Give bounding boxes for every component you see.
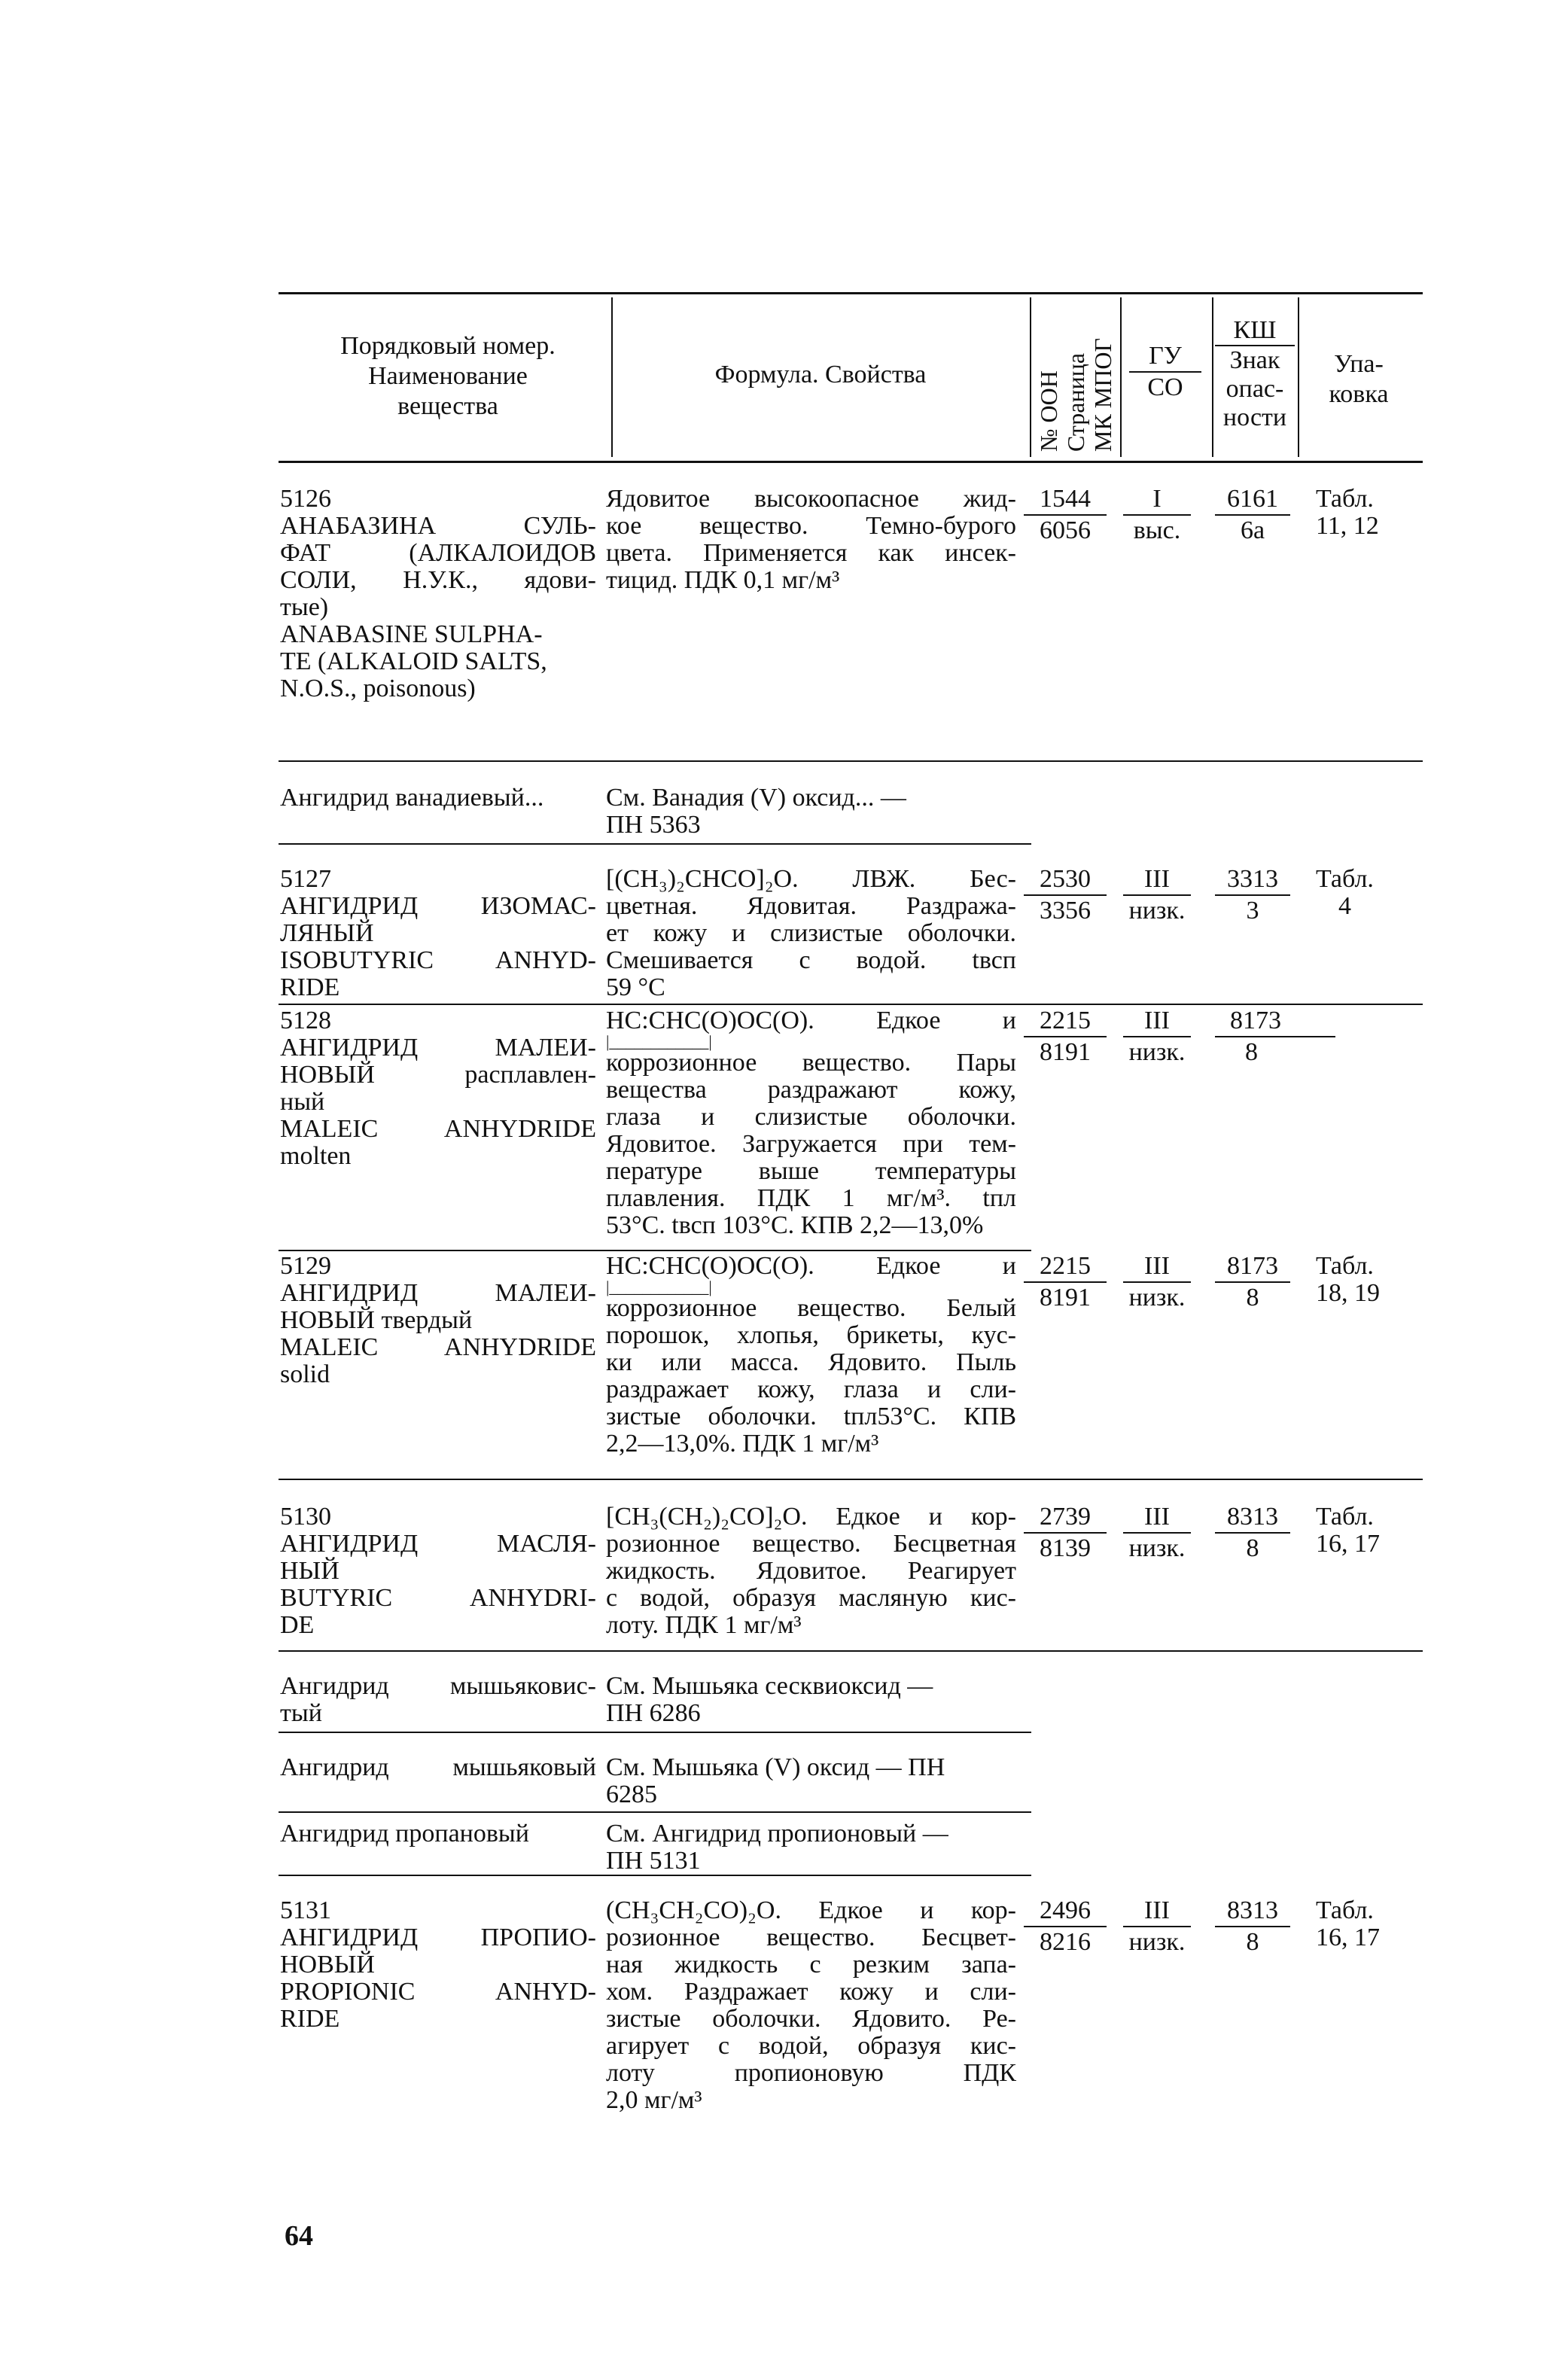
entry-formula-line: 59 °C [606, 973, 665, 1001]
entry-name-line: 5131 [280, 1896, 331, 1924]
entry-formula-line: розионное вещество. Бесцветная [606, 1530, 1016, 1558]
entry-name-line: TE (ALKALOID SALTS, [280, 647, 547, 675]
ksh-value: 6161 [1215, 486, 1290, 516]
entry-formula-line: зистые оболочки. tпл53°С. КПВ [606, 1403, 1016, 1430]
entry-formula [606, 784, 1016, 839]
entry-name [280, 1007, 596, 1170]
entry-name-line: АНГИДРИД МАЛЕИ- [280, 1279, 596, 1307]
entry-name-line: ISOBUTYRIC ANHYD- [280, 946, 596, 974]
gu-value: III [1123, 1503, 1191, 1534]
entry-name-line: RIDE [280, 2005, 340, 2033]
row-rule [279, 1479, 1423, 1480]
un-number: 2739 [1024, 1503, 1107, 1534]
header-divider [1298, 297, 1299, 457]
entry-formula-line: кое вещество. Темно-бурого [606, 512, 1016, 540]
mk-page: 3356 [1040, 897, 1091, 925]
packaging-line: 4 [1338, 892, 1351, 920]
entry-formula-line: (CH₃CH₂CO)₂O. Едкое и кор- [606, 1896, 1016, 1924]
entry-name-line: ФАТ (АЛКАЛОИДОВ [280, 539, 596, 567]
entry-formula-line: розионное вещество. Бесцвет- [606, 1924, 1016, 1951]
entry-name-line: тый [280, 1699, 322, 1727]
packaging-line: Табл. [1316, 1252, 1374, 1280]
entry-name-line: 5130 [280, 1503, 331, 1531]
header-pack [1302, 349, 1415, 410]
entry-name-line: АНГИДРИД ПРОПИО- [280, 1924, 596, 1951]
header-name-line: Наименование [368, 362, 528, 390]
entry-formula-line: лоту пропионовую ПДК [606, 2059, 1016, 2087]
packaging-line: Табл. [1316, 865, 1374, 893]
entry-formula-line: См. Ванадия (V) оксид... — [606, 784, 906, 812]
header-ksh-line: ности [1222, 404, 1287, 431]
header-pack-line: Упа- [1334, 350, 1384, 378]
entry-formula-line: HC:CHC(O)OC(O). Едкое и [606, 1252, 1016, 1280]
entry-name-line: 5127 [280, 865, 331, 893]
entry-name-line: АНГИДРИД МАЛЕИ- [280, 1034, 596, 1062]
entry-name-line: НЫЙ [280, 1557, 339, 1585]
ksh-value: 8173 [1215, 1253, 1290, 1283]
entry-name-line: Ангидрид ванадиевый... [280, 784, 544, 812]
co-value: низк. [1128, 1928, 1186, 1956]
header-name-line: Порядковый номер. [340, 332, 556, 360]
entry-name-line: MALEIC ANHYDRIDE [280, 1333, 596, 1361]
entry-formula [606, 1503, 1016, 1639]
entry-formula-line: с водой, образуя масляную кис- [606, 1584, 1016, 1612]
ksh-fraction [1215, 1253, 1290, 1311]
row-rule [279, 1811, 1031, 1813]
header-page-line: МК МПОГ [1089, 338, 1116, 452]
entry-formula-line: тицид. ПДК 0,1 мг/м³ [606, 566, 840, 594]
entry-formula-line: |____________| [606, 1278, 712, 1296]
gu-co-fraction [1123, 486, 1191, 544]
gu-co-fraction [1123, 1503, 1191, 1562]
header-page-line: Страница [1062, 352, 1089, 452]
entry-name-line: Ангидрид мышьяковый [280, 1753, 596, 1781]
header-formula: Формула. Свойства [714, 361, 927, 388]
packaging-line: Табл. [1316, 1896, 1374, 1924]
header-ksh-line: Знак [1229, 346, 1280, 374]
entry-formula-line: ная жидкость с резким запа- [606, 1951, 1016, 1979]
entry-formula-line: хом. Раздражает кожу и сли- [606, 1978, 1016, 2006]
entry-name [280, 1820, 596, 1848]
entry-formula-line: цвета. Применяется как инсек- [606, 539, 1016, 567]
entry-formula-line: ПН 6286 [606, 1699, 701, 1727]
entry-name [280, 866, 596, 1001]
co-value: низк. [1128, 897, 1186, 925]
header-divider [1030, 297, 1031, 457]
packaging [1316, 1503, 1380, 1558]
entry-formula-line: 53°С. tвсп 103°С. КПВ 2,2—13,0% [606, 1211, 984, 1239]
entry-formula-line: Ядовитое. Загружается при тем- [606, 1130, 1016, 1158]
entry-name-line: ЛЯНЫЙ [280, 919, 374, 947]
entry-formula-line: цветная. Ядовитая. Раздража- [606, 892, 1016, 920]
hazard-sign: 3 [1246, 897, 1259, 925]
row-rule [279, 843, 1031, 845]
hazard-sign: 8 [1245, 1038, 1258, 1066]
entry-name [280, 784, 596, 812]
packaging-line: 18, 19 [1316, 1279, 1380, 1307]
entry-formula-line: 6285 [606, 1781, 657, 1808]
mk-page: 8139 [1040, 1534, 1091, 1562]
entry-formula-line: раздражает кожу, глаза и сли- [606, 1375, 1016, 1403]
entry-formula-line: См. Мышьяка сесквиоксид — [606, 1672, 933, 1700]
gu-co-fraction [1123, 1253, 1191, 1311]
ksh-value: 3313 [1215, 866, 1290, 896]
entry-formula [606, 486, 1016, 594]
page-number: 64 [285, 2220, 313, 2252]
entry-formula-line: HC:CHC(O)OC(O). Едкое и [606, 1007, 1016, 1034]
un-page-fraction [1024, 486, 1107, 544]
row-rule [279, 1250, 1031, 1251]
entry-name-line: N.O.S., poisonous) [280, 675, 476, 702]
header-divider [1120, 297, 1122, 457]
un-number: 1544 [1024, 486, 1107, 516]
packaging [1316, 866, 1374, 920]
entry-name-line: тые) [280, 593, 329, 621]
co-value: низк. [1128, 1038, 1186, 1066]
un-number: 2530 [1024, 866, 1107, 896]
un-number: 2496 [1024, 1897, 1107, 1927]
entry-formula-line: вещества раздражают кожу, [606, 1076, 1016, 1104]
entry-name-line: НОВЫЙ расплавлен- [280, 1061, 596, 1089]
entry-formula-line: Смешивается с водой. tвсп [606, 946, 1016, 974]
header-ksh-top: КШ [1215, 316, 1295, 346]
entry-formula-line: жидкость. Ядовитое. Реагирует [606, 1557, 1016, 1585]
entry-name-line: 5129 [280, 1252, 331, 1280]
gu-value: III [1123, 866, 1191, 896]
entry-formula-line: лоту. ПДК 1 мг/м³ [606, 1611, 802, 1639]
row-rule [279, 1732, 1031, 1733]
entry-name-line: DE [280, 1611, 315, 1639]
entry-formula-line: агирует с водой, образуя кис- [606, 2032, 1016, 2060]
entry-formula [606, 1007, 1016, 1239]
entry-name-line: АНГИДРИД ИЗОМАС- [280, 892, 596, 920]
header-name [286, 331, 610, 422]
entry-name [280, 486, 596, 702]
packaging-line: 11, 12 [1316, 512, 1379, 540]
entry-formula-line: |____________| [606, 1032, 712, 1051]
packaging [1316, 1253, 1380, 1307]
un-number: 2215 [1024, 1253, 1107, 1283]
entry-formula-line: [CH₃(CH₂)₂CO]₂O. Едкое и кор- [606, 1503, 1016, 1531]
entry-formula [606, 1754, 1016, 1808]
entry-formula-line: ки или масса. Ядовито. Пыль [606, 1348, 1016, 1376]
ksh-fraction [1215, 1503, 1290, 1562]
packaging [1316, 1897, 1380, 1951]
entry-formula-line: коррозионное вещество. Пары [606, 1049, 1016, 1077]
hazard-sign: 8 [1246, 1928, 1259, 1956]
gu-value: III [1123, 1253, 1191, 1283]
header-un: № ООН [1035, 370, 1062, 452]
entry-name-line: solid [280, 1360, 330, 1388]
ksh-fraction [1215, 866, 1290, 925]
co-value: низк. [1128, 1534, 1186, 1562]
entry-formula-line: коррозионное вещество. Белый [606, 1294, 1016, 1322]
entry-formula-line: пературе выше температуры [606, 1157, 1016, 1185]
entry-formula-line: [(CH₃)₂CHCO]₂O. ЛВЖ. Бес- [606, 865, 1016, 893]
header-divider [1212, 297, 1213, 457]
hazard-sign: 8 [1246, 1534, 1259, 1562]
entry-formula-line: Ядовитое высокоопасное жид- [606, 485, 1016, 513]
entry-name-line: PROPIONIC ANHYD- [280, 1978, 596, 2006]
entry-formula-line: 2,2—13,0%. ПДК 1 мг/м³ [606, 1430, 879, 1458]
entry-name-line: АНАБАЗИНА СУЛЬ- [280, 512, 596, 540]
ksh-fraction [1215, 486, 1290, 544]
packaging-line: Табл. [1316, 1503, 1374, 1531]
entry-formula-line: глаза и слизистые оболочки. [606, 1103, 1016, 1131]
packaging-line: 16, 17 [1316, 1924, 1380, 1951]
un-page-fraction [1024, 1253, 1107, 1311]
entry-name-line: Ангидрид пропановый [280, 1820, 529, 1848]
row-rule [279, 760, 1423, 762]
gu-value: III [1123, 1897, 1191, 1927]
entry-name [280, 1754, 596, 1781]
packaging-line: 16, 17 [1316, 1530, 1380, 1558]
entry-name [280, 1897, 596, 2033]
mk-page: 8191 [1040, 1038, 1091, 1066]
header-gu-co [1129, 343, 1201, 401]
header-divider [611, 297, 613, 457]
entry-name-line: 5126 [280, 485, 331, 513]
entry-formula-line: См. Ангидрид пропионовый — [606, 1820, 948, 1848]
entry-name [280, 1253, 596, 1388]
entry-name-line: НОВЫЙ твердый [280, 1306, 473, 1334]
entry-formula-line: ПН 5131 [606, 1847, 701, 1875]
un-page-fraction [1024, 866, 1107, 925]
packaging [1316, 486, 1379, 540]
entry-formula [606, 1673, 1016, 1727]
entry-formula-line: порошок, хлопья, брикеты, кус- [606, 1321, 1016, 1349]
entry-name-line: ANABASINE SULPHA- [280, 620, 543, 648]
entry-formula-line: См. Мышьяка (V) оксид — ПН [606, 1753, 945, 1781]
entry-formula [606, 1253, 1016, 1458]
row-rule [279, 1650, 1423, 1652]
ksh-fraction [1215, 1007, 1335, 1066]
ksh-value: 8313 [1215, 1503, 1290, 1534]
entry-name-line: ный [280, 1088, 325, 1116]
entry-formula [606, 866, 1016, 1001]
gu-value: III [1123, 1007, 1191, 1037]
un-page-fraction [1024, 1897, 1107, 1956]
table-top-rule [279, 292, 1423, 294]
header-pack-line: ковка [1329, 380, 1389, 408]
entry-formula-line: зистые оболочки. Ядовито. Ре- [606, 2005, 1016, 2033]
entry-formula-line: ПН 5363 [606, 811, 701, 839]
mk-page: 6056 [1040, 516, 1091, 544]
header-ksh-line: опас- [1225, 375, 1284, 403]
entry-formula [606, 1820, 1016, 1875]
row-rule [279, 1875, 1031, 1876]
ksh-fraction [1215, 1897, 1290, 1956]
entry-name [280, 1673, 596, 1727]
header-ksh [1215, 316, 1295, 432]
entry-name-line: 5128 [280, 1007, 331, 1034]
ksh-value: 8173 [1215, 1007, 1335, 1037]
header-gu: ГУ [1129, 343, 1201, 373]
entry-formula [606, 1897, 1016, 2114]
mk-page: 8191 [1040, 1284, 1091, 1311]
header-name-line: вещества [397, 392, 498, 420]
entry-name-line: BUTYRIC ANHYDRI- [280, 1584, 596, 1612]
entry-name-line: Ангидрид мышьяковис- [280, 1672, 596, 1700]
entry-name-line: СОЛИ, Н.У.К., ядови- [280, 566, 596, 594]
entry-formula-line: 2,0 мг/м³ [606, 2086, 702, 2114]
un-page-fraction [1024, 1007, 1107, 1066]
entry-formula-line: ет кожу и слизистые оболочки. [606, 919, 1016, 947]
un-page-fraction [1024, 1503, 1107, 1562]
co-value: выс. [1133, 516, 1181, 544]
hazard-sign: 8 [1246, 1284, 1259, 1311]
entry-name-line: АНГИДРИД МАСЛЯ- [280, 1530, 596, 1558]
entry-name [280, 1503, 596, 1639]
ksh-value: 8313 [1215, 1897, 1290, 1927]
row-rule [279, 1004, 1423, 1005]
un-number: 2215 [1024, 1007, 1107, 1037]
gu-co-fraction [1123, 1007, 1191, 1066]
gu-co-fraction [1123, 866, 1191, 925]
gu-co-fraction [1123, 1897, 1191, 1956]
entry-name-line: НОВЫЙ [280, 1951, 375, 1979]
entry-name-line: RIDE [280, 973, 340, 1001]
hazard-sign: 6а [1240, 516, 1265, 544]
mk-page: 8216 [1040, 1928, 1091, 1956]
gu-value: I [1123, 486, 1191, 516]
entry-formula-line: плавления. ПДК 1 мг/м³. tпл [606, 1184, 1016, 1212]
packaging-line: Табл. [1316, 485, 1374, 513]
entry-name-line: molten [280, 1142, 352, 1170]
entry-name-line: MALEIC ANHYDRIDE [280, 1115, 596, 1143]
co-value: низк. [1128, 1284, 1186, 1311]
header-bottom-rule [279, 461, 1423, 463]
header-co: СО [1147, 373, 1183, 401]
